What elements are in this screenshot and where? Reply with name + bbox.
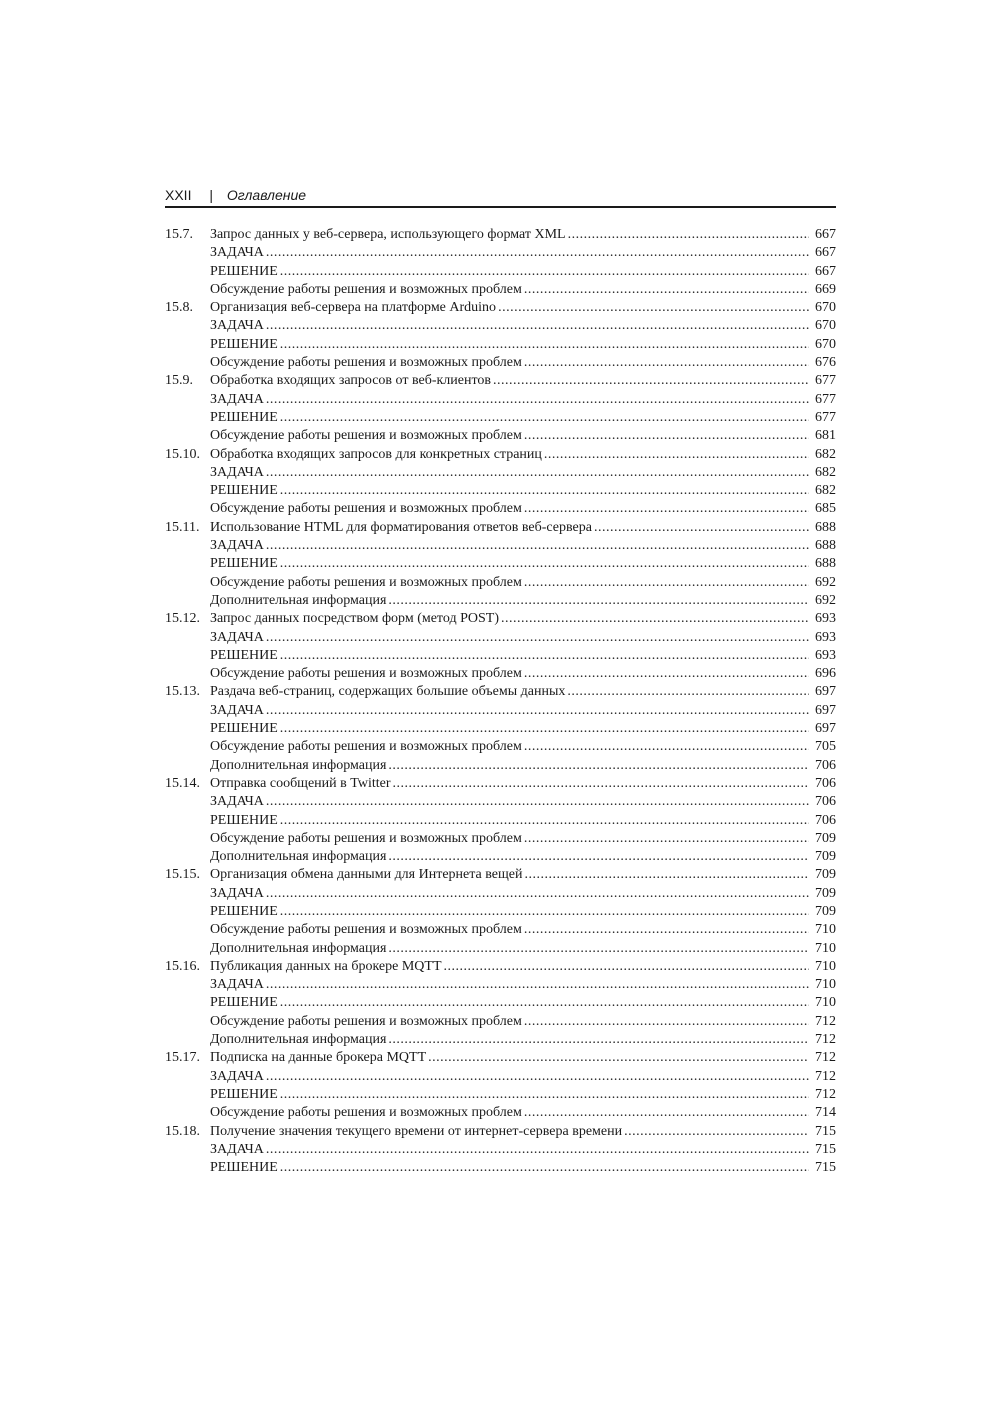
toc-entry-page: 715: [815, 1160, 836, 1176]
toc-entry-label: Обсуждение работы решения и возможных проблем: [210, 501, 522, 517]
toc-entry-page: 697: [815, 721, 836, 737]
toc-entry-page: 688: [815, 556, 836, 572]
toc-entry-label: РЕШЕНИЕ: [210, 1086, 278, 1102]
toc-section-entry[interactable]: [165, 519, 836, 537]
toc-entry-number: 15.13.: [165, 684, 200, 700]
toc-entry-label: Обсуждение работы решения и возможных проблем: [210, 428, 522, 444]
toc-entry-label: ЗАДАЧА: [210, 1141, 264, 1157]
toc-entry-page: 682: [815, 446, 836, 462]
dot-leader: [280, 409, 809, 427]
dot-leader: [280, 1159, 809, 1177]
toc-entry-label: Организация обмена данными для Интернета вещей: [210, 867, 523, 883]
toc-subentry[interactable]: [165, 1104, 836, 1122]
toc-subentry[interactable]: [165, 921, 836, 939]
toc-entry-page: 697: [815, 702, 836, 718]
toc-entry-page: 669: [815, 281, 836, 297]
dot-leader: [266, 976, 809, 994]
toc-entry-label: Отправка сообщений в Twitter: [210, 775, 391, 791]
toc-entry-page: 677: [815, 391, 836, 407]
toc-entry-number: 15.11.: [165, 519, 200, 535]
toc-subentry[interactable]: [165, 336, 836, 354]
toc-entry-label: Публикация данных на брокере MQTT: [210, 958, 442, 974]
dot-leader: [594, 519, 809, 537]
toc-entry-page: 670: [815, 336, 836, 352]
dot-leader: [524, 281, 809, 299]
dot-leader: [388, 1031, 809, 1049]
toc-entry-page: 667: [815, 245, 836, 261]
toc-entry-label: Обсуждение работы решения и возможных проблем: [210, 1105, 522, 1121]
toc-entry-page: 667: [815, 263, 836, 279]
toc-entry-label: РЕШЕНИЕ: [210, 483, 278, 499]
toc-entry-page: 693: [815, 629, 836, 645]
toc-subentry[interactable]: [165, 976, 836, 994]
dot-leader: [388, 592, 809, 610]
toc-subentry[interactable]: [165, 994, 836, 1012]
toc-entry-number: 15.15.: [165, 867, 200, 883]
toc-entry-number: 15.9.: [165, 373, 193, 389]
toc-entry-label: Запрос данных посредством форм (метод POST): [210, 611, 499, 627]
toc-entry-page: 677: [815, 373, 836, 389]
toc-subentry[interactable]: [165, 1031, 836, 1049]
toc-entry-label: Обсуждение работы решения и возможных проблем: [210, 922, 522, 938]
dot-leader: [388, 940, 809, 958]
toc-entry-label: Дополнительная информация: [210, 940, 387, 956]
toc-section-entry[interactable]: [165, 866, 836, 884]
toc-entry-page: 712: [815, 1068, 836, 1084]
toc-entry-page: 688: [815, 519, 836, 535]
toc-entry-label: РЕШЕНИЕ: [210, 556, 278, 572]
toc-subentry[interactable]: [165, 720, 836, 738]
toc-entry-page: 712: [815, 1013, 836, 1029]
toc-entry-label: РЕШЕНИЕ: [210, 647, 278, 663]
dot-leader: [266, 391, 809, 409]
table-of-contents: [165, 226, 836, 1177]
toc-entry-page: 670: [815, 300, 836, 316]
toc-entry-page: 712: [815, 1050, 836, 1066]
toc-entry-label: РЕШЕНИЕ: [210, 812, 278, 828]
dot-leader: [624, 1123, 809, 1141]
dot-leader: [280, 263, 809, 281]
toc-entry-page: 715: [815, 1123, 836, 1139]
toc-subentry[interactable]: [165, 647, 836, 665]
dot-leader: [280, 903, 809, 921]
toc-entry-number: 15.12.: [165, 611, 200, 627]
toc-entry-page: 692: [815, 574, 836, 590]
toc-subentry[interactable]: [165, 354, 836, 372]
toc-subentry[interactable]: [165, 409, 836, 427]
toc-entry-page: 709: [815, 885, 836, 901]
toc-entry-page: 705: [815, 739, 836, 755]
toc-entry-page: 710: [815, 922, 836, 938]
toc-entry-label: Получение значения текущего времени от интернет-сервера времени: [210, 1123, 623, 1139]
dot-leader: [280, 482, 809, 500]
dot-leader: [388, 757, 809, 775]
toc-entry-page: 697: [815, 684, 836, 700]
toc-entry-number: 15.14.: [165, 775, 200, 791]
toc-subentry[interactable]: [165, 1013, 836, 1031]
toc-entry-page: 710: [815, 958, 836, 974]
toc-entry-label: ЗАДАЧА: [210, 538, 264, 554]
dot-leader: [393, 775, 810, 793]
toc-entry-label: ЗАДАЧА: [210, 629, 264, 645]
toc-entry-label: Обсуждение работы решения и возможных проблем: [210, 830, 522, 846]
toc-subentry[interactable]: [165, 940, 836, 958]
toc-entry-page: 682: [815, 483, 836, 499]
toc-subentry[interactable]: [165, 391, 836, 409]
toc-entry-label: ЗАДАЧА: [210, 702, 264, 718]
toc-entry-page: 688: [815, 538, 836, 554]
toc-section-entry[interactable]: [165, 1123, 836, 1141]
toc-entry-page: 676: [815, 355, 836, 371]
toc-subentry[interactable]: [165, 281, 836, 299]
toc-entry-label: РЕШЕНИЕ: [210, 263, 278, 279]
toc-subentry[interactable]: [165, 500, 836, 518]
dot-leader: [280, 812, 809, 830]
toc-entry-label: РЕШЕНИЕ: [210, 995, 278, 1011]
toc-section-entry[interactable]: [165, 1049, 836, 1067]
toc-entry-label: Дополнительная информация: [210, 592, 387, 608]
toc-entry-label: Использование HTML для форматирования ответов веб-сервера: [210, 519, 592, 535]
dot-leader: [280, 720, 809, 738]
toc-subentry[interactable]: [165, 738, 836, 756]
dot-leader: [568, 226, 809, 244]
dot-leader: [266, 793, 809, 811]
toc-entry-page: 667: [815, 227, 836, 242]
toc-entry-page: 682: [815, 464, 836, 480]
toc-subentry[interactable]: [165, 592, 836, 610]
dot-leader: [428, 1049, 809, 1067]
dot-leader: [266, 1068, 809, 1086]
toc-section-entry[interactable]: [165, 958, 836, 976]
dot-leader: [388, 848, 809, 866]
toc-entry-label: Обсуждение работы решения и возможных проблем: [210, 355, 522, 371]
toc-entry-label: Обсуждение работы решения и возможных проблем: [210, 666, 522, 682]
toc-entry-label: Подписка на данные брокера MQTT: [210, 1050, 427, 1066]
toc-entry-page: 670: [815, 318, 836, 334]
dot-leader: [524, 1104, 809, 1122]
dot-leader: [280, 994, 809, 1012]
toc-subentry[interactable]: [165, 757, 836, 775]
toc-entry-label: Обсуждение работы решения и возможных проблем: [210, 1013, 522, 1029]
toc-subentry[interactable]: [165, 1159, 836, 1177]
toc-entry-page: 693: [815, 647, 836, 663]
dot-leader: [493, 372, 809, 390]
dot-leader: [280, 336, 809, 354]
toc-subentry[interactable]: [165, 317, 836, 335]
toc-entry-page: 706: [815, 775, 836, 791]
dot-leader: [524, 1013, 809, 1031]
toc-entry-page: 693: [815, 611, 836, 627]
toc-entry-label: ЗАДАЧА: [210, 245, 264, 261]
toc-entry-label: ЗАДАЧА: [210, 1068, 264, 1084]
toc-entry-number: 15.8.: [165, 300, 193, 316]
toc-subentry[interactable]: [165, 244, 836, 262]
toc-entry-page: 696: [815, 666, 836, 682]
toc-subentry[interactable]: [165, 702, 836, 720]
toc-section-entry[interactable]: [165, 610, 836, 628]
dot-leader: [266, 244, 809, 262]
toc-entry-page: 709: [815, 867, 836, 883]
toc-entry-number: 15.10.: [165, 446, 200, 462]
toc-entry-page: 706: [815, 812, 836, 828]
dot-leader: [544, 446, 809, 464]
dot-leader: [266, 464, 809, 482]
dot-leader: [266, 885, 809, 903]
toc-subentry[interactable]: [165, 1141, 836, 1159]
dot-leader: [498, 299, 809, 317]
toc-entry-page: 709: [815, 849, 836, 865]
toc-entry-label: Дополнительная информация: [210, 757, 387, 773]
toc-entry-label: ЗАДАЧА: [210, 318, 264, 334]
toc-section-entry[interactable]: [165, 683, 836, 701]
toc-subentry[interactable]: [165, 903, 836, 921]
toc-subentry[interactable]: [165, 464, 836, 482]
toc-entry-page: 685: [815, 501, 836, 517]
dot-leader: [280, 647, 809, 665]
dot-leader: [501, 610, 809, 628]
toc-subentry[interactable]: [165, 1068, 836, 1086]
toc-entry-label: Запрос данных у веб-сервера, использующего формат XML: [210, 227, 566, 242]
toc-entry-label: РЕШЕНИЕ: [210, 903, 278, 919]
page-number: XXII: [165, 187, 192, 203]
toc-entry-label: Дополнительная информация: [210, 849, 387, 865]
toc-subentry[interactable]: [165, 812, 836, 830]
dot-leader: [444, 958, 809, 976]
toc-entry-page: 710: [815, 977, 836, 993]
dot-leader: [266, 537, 809, 555]
toc-subentry[interactable]: [165, 482, 836, 500]
toc-entry-page: 712: [815, 1032, 836, 1048]
toc-entry-label: Обработка входящих запросов для конкретных страниц: [210, 446, 542, 462]
toc-entry-label: Обсуждение работы решения и возможных проблем: [210, 739, 522, 755]
dot-leader: [524, 738, 809, 756]
toc-subentry[interactable]: [165, 665, 836, 683]
dot-leader: [266, 629, 809, 647]
toc-subentry[interactable]: [165, 830, 836, 848]
toc-subentry[interactable]: [165, 793, 836, 811]
toc-entry-page: 706: [815, 757, 836, 773]
dot-leader: [524, 665, 809, 683]
toc-entry-label: РЕШЕНИЕ: [210, 1160, 278, 1176]
toc-entry-label: РЕШЕНИЕ: [210, 409, 278, 425]
dot-leader: [524, 830, 809, 848]
toc-entry-page: 677: [815, 409, 836, 425]
toc-entry-label: Обсуждение работы решения и возможных проблем: [210, 281, 522, 297]
toc-entry-label: РЕШЕНИЕ: [210, 336, 278, 352]
header-title: Оглавление: [226, 187, 307, 203]
toc-entry-label: ЗАДАЧА: [210, 885, 264, 901]
toc-entry-label: Организация веб-сервера на платформе Arduino: [210, 300, 497, 316]
toc-entry-page: 692: [815, 592, 836, 608]
toc-entry-number: 15.16.: [165, 958, 200, 974]
dot-leader: [524, 354, 809, 372]
dot-leader: [280, 555, 809, 573]
toc-section-entry[interactable]: [165, 226, 836, 244]
toc-entry-page: 714: [815, 1105, 836, 1121]
toc-subentry[interactable]: [165, 1086, 836, 1104]
toc-entry-label: ЗАДАЧА: [210, 977, 264, 993]
toc-entry-number: 15.18.: [165, 1123, 200, 1139]
dot-leader: [266, 317, 809, 335]
dot-leader: [266, 1141, 809, 1159]
toc-entry-page: 706: [815, 794, 836, 810]
toc-entry-label: Обработка входящих запросов от веб-клиентов: [210, 373, 492, 389]
toc-subentry[interactable]: [165, 885, 836, 903]
toc-entry-page: 709: [815, 903, 836, 919]
running-header: [165, 186, 836, 208]
toc-section-entry[interactable]: [165, 299, 836, 317]
toc-subentry[interactable]: [165, 574, 836, 592]
toc-subentry[interactable]: [165, 555, 836, 573]
toc-entry-page: 715: [815, 1141, 836, 1157]
toc-subentry[interactable]: [165, 848, 836, 866]
toc-entry-page: 709: [815, 830, 836, 846]
dot-leader: [524, 427, 809, 445]
toc-entry-page: 710: [815, 995, 836, 1011]
toc-entry-page: 710: [815, 940, 836, 956]
toc-subentry[interactable]: [165, 263, 836, 281]
toc-entry-number: 15.7.: [165, 227, 193, 242]
toc-entry-page: 681: [815, 428, 836, 444]
dot-leader: [266, 702, 809, 720]
toc-entry-label: ЗАДАЧА: [210, 391, 264, 407]
toc-entry-number: 15.17.: [165, 1050, 200, 1066]
toc-entry-page: 712: [815, 1086, 836, 1102]
dot-leader: [524, 500, 809, 518]
toc-subentry[interactable]: [165, 537, 836, 555]
toc-section-entry[interactable]: [165, 372, 836, 390]
dot-leader: [280, 1086, 809, 1104]
dot-leader: [524, 921, 809, 939]
toc-section-entry[interactable]: [165, 775, 836, 793]
toc-entry-label: Дополнительная информация: [210, 1032, 387, 1048]
toc-entry-label: ЗАДАЧА: [210, 794, 264, 810]
dot-leader: [524, 574, 809, 592]
dot-leader: [524, 866, 809, 884]
toc-subentry[interactable]: [165, 427, 836, 445]
toc-subentry[interactable]: [165, 629, 836, 647]
toc-entry-label: РЕШЕНИЕ: [210, 721, 278, 737]
toc-entry-label: Обсуждение работы решения и возможных проблем: [210, 574, 522, 590]
toc-section-entry[interactable]: [165, 446, 836, 464]
toc-entry-label: ЗАДАЧА: [210, 464, 264, 480]
toc-entry-label: Раздача веб-страниц, содержащих большие объемы данных: [210, 684, 566, 700]
header-separator: |: [209, 187, 213, 203]
dot-leader: [567, 683, 809, 701]
